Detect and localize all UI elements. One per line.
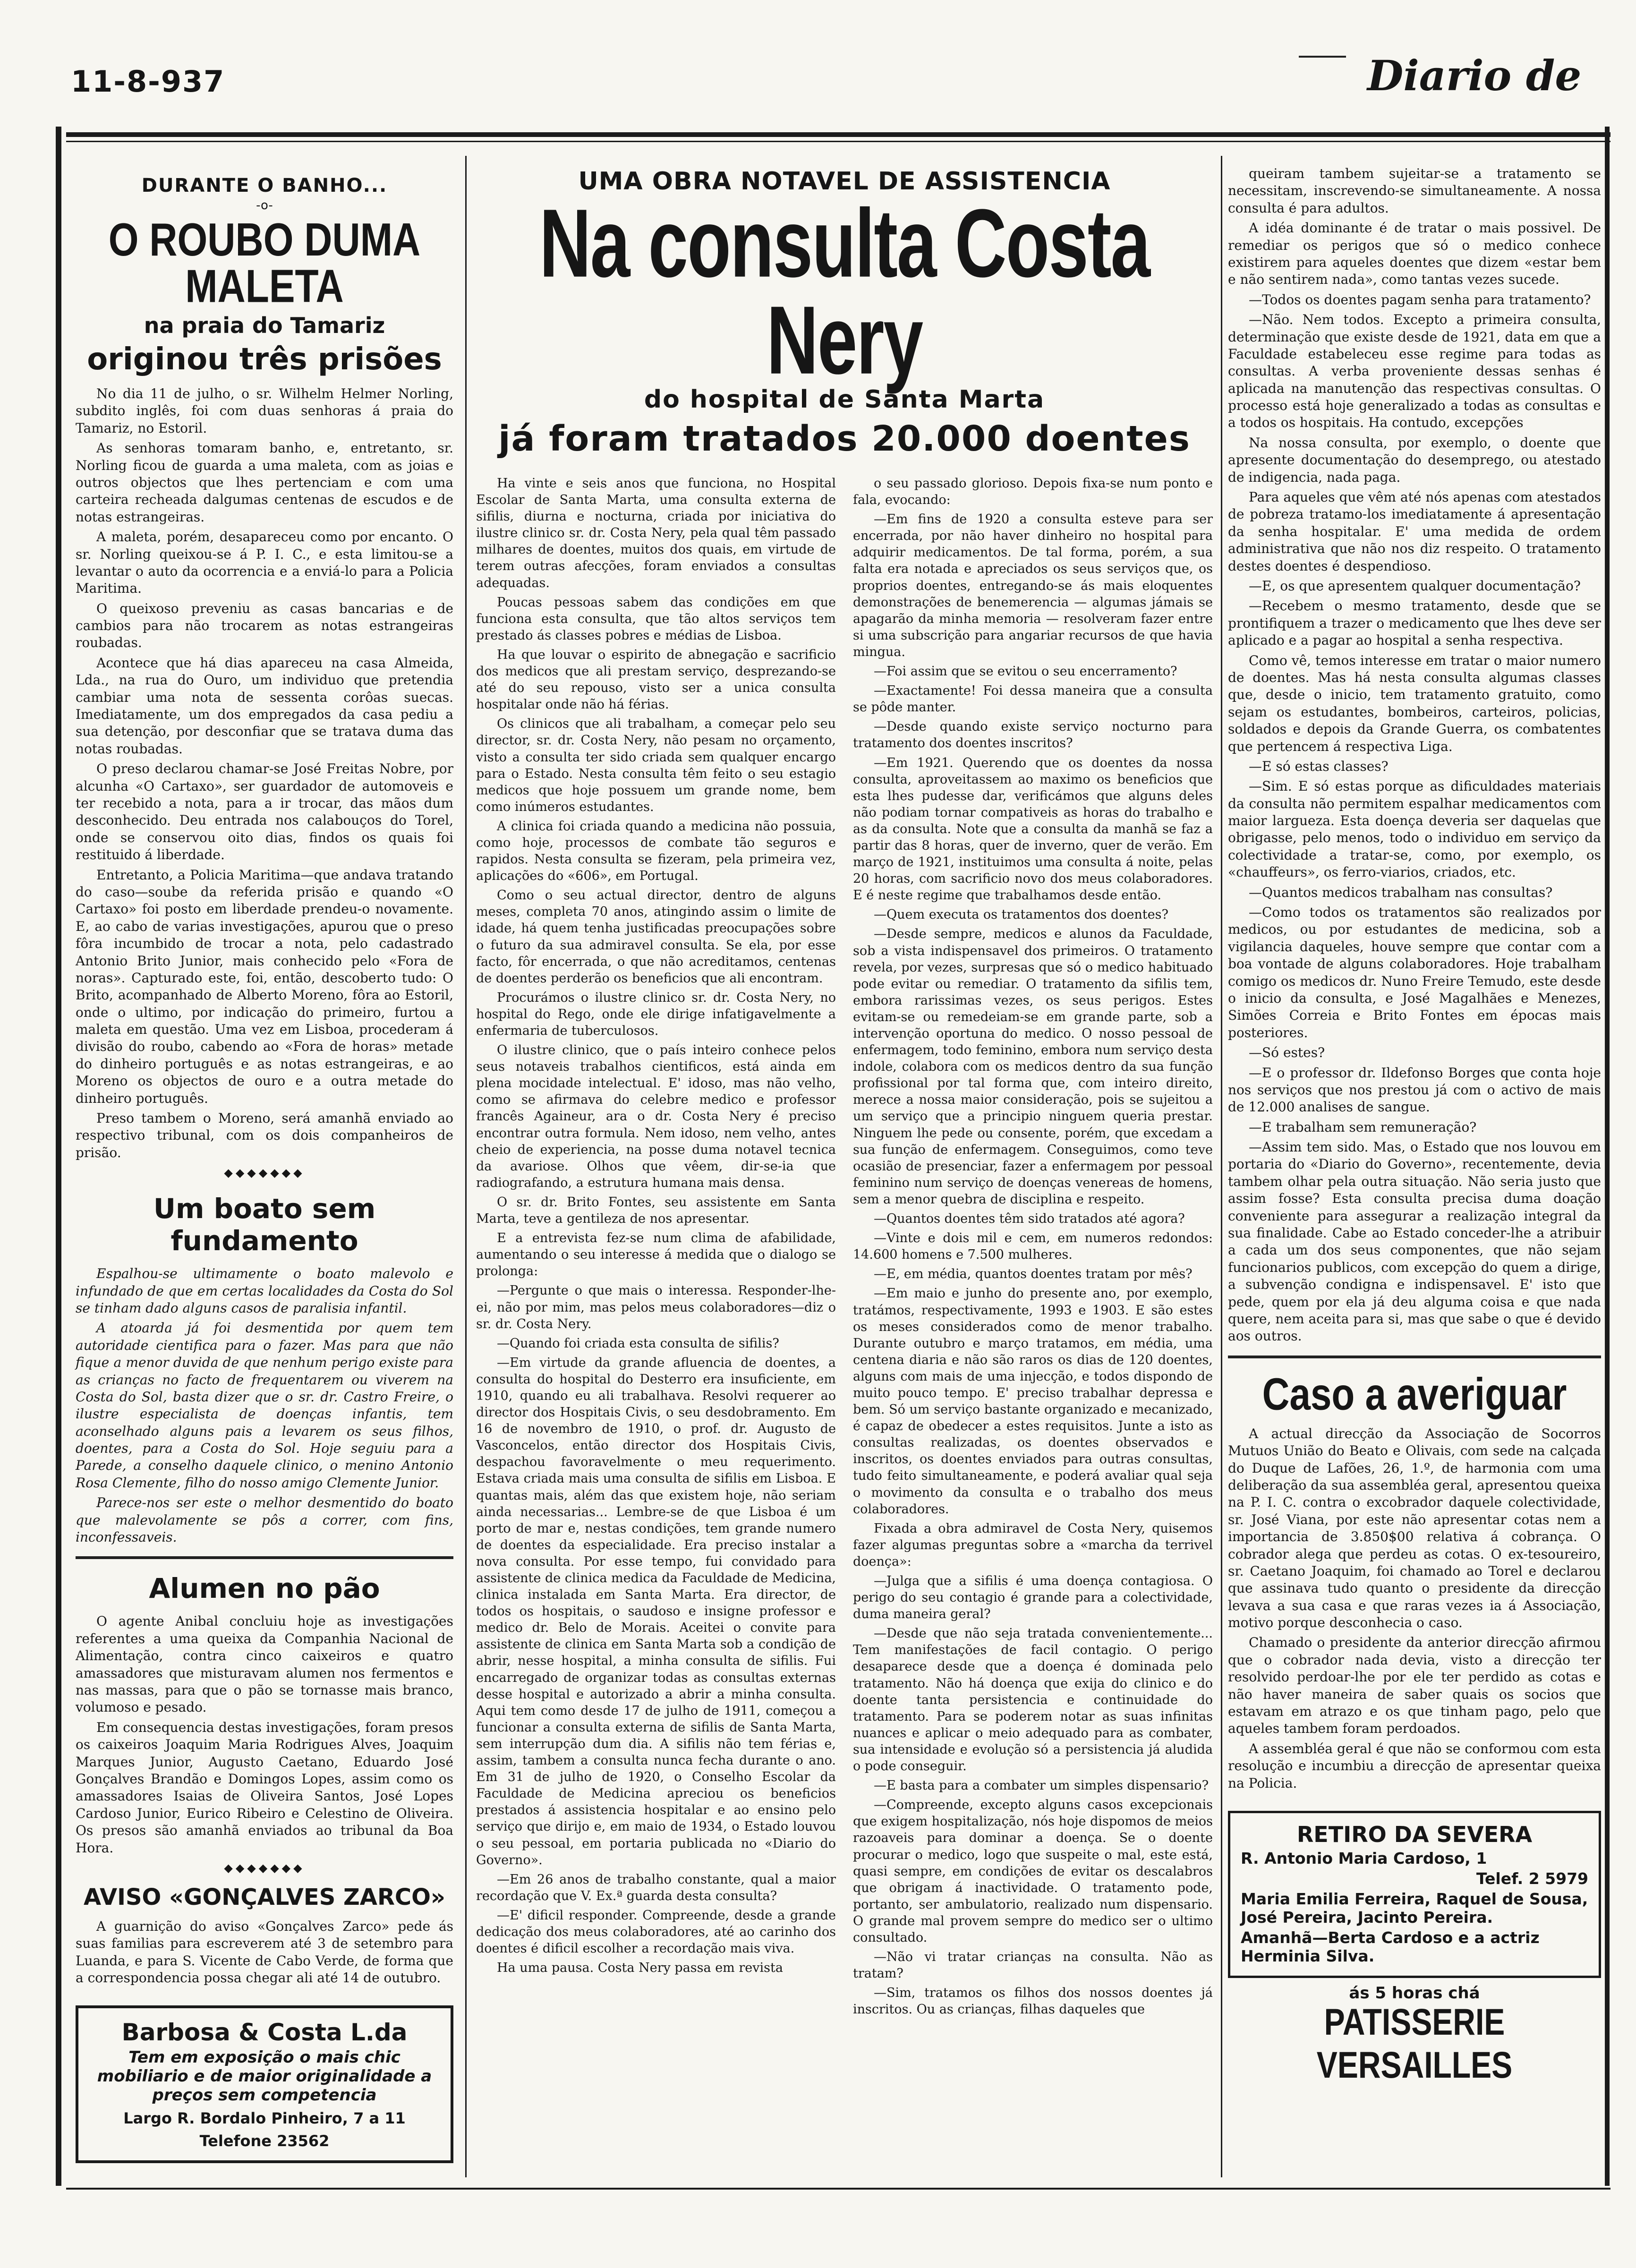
paragraph: As senhoras tomaram banho, e, entretanto, sr. Norling ficou de guarda a uma maleta, com as joias e outros objectos que lhes pertenciam e com uma carteira recheada dalgumas centenas de escudos e de notas estrangeiras. xyxy=(76,440,453,525)
ad-address: R. Antonio Maria Cardoso, 1 xyxy=(1241,1849,1487,1867)
paragraph: A clinica foi criada quando a medicina não possuia, como hoje, processos de combate tão seguros e rapidos. Nesta consulta se fizeram, pela primeira vez, aplicações do «606», em Portugal. xyxy=(476,819,836,884)
alumen-headline: Alumen no pão xyxy=(149,1572,380,1605)
top-rule xyxy=(66,132,1610,137)
paragraph: A idéa dominante é de tratar o mais possivel. De remediar os perigos que só o medico conhece existirem para aqueles doentes que dizem «estar bem e não sentirem nada», como tantas vezes sucede. xyxy=(1228,220,1601,288)
paragraph: Ha que louvar o espirito de abnegação e sacrificio dos medicos que ali prestam serviço, desprezando-se até do seu repouso, visto ser a unica consulta hospitalar onde não há férias. xyxy=(476,647,836,712)
paragraph: —Exactamente! Foi dessa maneira que a consulta se pôde manter. xyxy=(853,683,1213,715)
bottom-rule xyxy=(66,2188,1610,2190)
ornament-divider: ◆◆◆◆◆◆◆ xyxy=(224,1861,305,1875)
ad-phone: Telef. 2 5979 xyxy=(1476,1869,1588,1888)
page-date: 11-8-937 xyxy=(71,64,225,99)
paragraph: —Pergunte o que mais o interessa. Responder-lhe-ei, não por mim, mas pelos meus colaboradores—diz o sr. dr. Costa Nery. xyxy=(476,1283,836,1331)
separator: -o- xyxy=(256,198,273,213)
paragraph: —Em 26 anos de trabalho constante, qual a maior recordação que V. Ex.ª guarda desta consulta? xyxy=(476,1872,836,1903)
paragraph: —Compreende, excepto alguns casos excepcionais que exigem hospitalização, nós hoje dispomos de meios razoaveis para dominar a doença. Se o doente procurar o medico, logo que suspeite o mal, este está, quasi sempre, em condições de evitar os descalabros que obrigam á inactividade. O tratamento pode, portanto, ser ambulatorio, realizado num dispensario. O grande mal provem sempre do medico ser o ultimo consultado. xyxy=(853,1798,1213,1945)
ad-slogan: Tem em exposição o mais chic mobiliario e de maior originalidade a preços sem competencia xyxy=(97,2048,432,2105)
paragraph: A maleta, porém, desapareceu como por encanto. O sr. Norling queixou-se á P. I. C., e esta limitou-se a levantar o auto da ocorrencia e a enviá-lo para a Policia Maritima. xyxy=(76,529,453,597)
paragraph: E a entrevista fez-se num clima de afabilidade, aumentando o seu interesse á medida que o dialogo se prolonga: xyxy=(476,1231,836,1279)
paragraph: O queixoso preveniu as casas bancarias e de cambios para não trocarem as notas estrangeiras roubadas. xyxy=(76,600,453,651)
paragraph: O ilustre clinico, que o país inteiro conhece pelos seus notaveis trabalhos cientificos, está ainda em plena mocidade intelectual. E' idoso, mas não velho, como se afirmava do celebre medico e professor francês Againeur, ara o dr. Costa Nery é preciso encontrar outra formula. Nem idoso, nem velho, antes cheio de experiencia, na posse duma notavel tecnica da avariose. Olhos que vêem, dir-se-ia que radiografando, a estrutura humana mais densa. xyxy=(476,1043,836,1190)
paragraph: —E só estas classes? xyxy=(1249,758,1389,774)
paragraph: Preso tambem o Moreno, será amanhã enviado ao respectivo tribunal, com os dois companheiros de prisão. xyxy=(76,1110,453,1160)
paragraph: Ha vinte e seis anos que funciona, no Hospital Escolar de Santa Marta, uma consulta externa de sifilis, diurna e nocturna, criada por iniciativa do ilustre clinico sr. dr. Costa Nery, pela qual têm passado milhares de doentes, muitos dos quais, em virtude de terem outras afecções, foram enviados a consultas adequadas. xyxy=(476,476,836,590)
paragraph: —Foi assim que se evitou o seu encerramento? xyxy=(874,664,1177,679)
right-border xyxy=(1605,127,1610,2186)
divider xyxy=(1228,1356,1601,1358)
ad-tomorrow: Amanhã—Berta Cardoso e a actriz Herminia Silva. xyxy=(1241,1928,1540,1965)
paragraph: —Em virtude da grande afluencia de doentes, a consulta do hospital do Desterro era insuficiente, em 1910, quando eu ali trabalhava. Resolvi requerer ao director dos Hospitais Civis, o seu desdobramento. Em 16 de novembro de 1910, o prof. dr. Augusto de Vasconcelos, então director dos Hospitais Civis, despachou favoravelmente o meu requerimento. Estava criada mais uma consulta de sifilis em Lisboa. E quantas mais, além das que existem hoje, não seriam ainda necessarias... Lembre-se de que Lisboa é um porto de mar e, nestas condições, tem grande numero de doentes da especialidade. Era preciso instalar a nova consulta. Por esse tempo, fui convidado para assistente de clinica medica da Faculdade de Medicina, clinica instalada em Santa Marta. Era director, de todos os hospitais, o saudoso e insigne professor e medico dr. Belo de Morais. Aceitei o convite para assistente de clinica em Santa Marta sob a condição de abrir, nesse hospital, a minha consulta de sifilis. Fui encarregado de organizar todas as consultas externas desse hospital e autorizado a abrir a minha consulta. Aqui tem como desde 17 de julho de 1911, começou a funcionar a consulta externa de sifilis de Santa Marta, sem interrupção dum dia. A sifilis não tem férias e, assim, tambem a consulta nunca fecha durante o ano. Em 31 de julho de 1920, o Conselho Escolar da Faculdade de Medicina apreciou os beneficios prestados á assistencia hospitalar e ao ensino pelo serviço que dirijo e, em maio de 1934, o Estado louvou o seu pessoal, em portaria publicada no «Diario do Governo». xyxy=(476,1355,836,1867)
paragraph: —Sim, tratamos os filhos dos nossos doentes já inscritos. Ou as crianças, filhas daqueles que xyxy=(853,1986,1213,2017)
article-subhead-2: originou três prisões xyxy=(87,342,442,377)
main-article-left xyxy=(476,475,836,2021)
article-headline: O ROUBO DUMA MALETA xyxy=(108,214,421,313)
ad-phone: Telefone 23562 xyxy=(199,2132,330,2150)
paragraph: Na nossa consulta, por exemplo, o doente que apresente documentação do desemprego, ou atestado de indigencia, nada paga. xyxy=(1228,435,1601,485)
paragraph: queiram tambem sujeitar-se a tratamento se necessitam, inscrevendo-se simultaneamente. A nossa consulta é para adultos. xyxy=(1228,166,1601,216)
paragraph: —E' dificil responder. Compreende, desde a grande dedicação dos meus colaboradores, até ao carinho dos doentes é dificil escolher a recordação mais viva. xyxy=(476,1908,836,1956)
caso-headline: Caso a averiguar xyxy=(1262,1368,1567,1419)
masthead: Diario de xyxy=(1367,51,1582,100)
paragraph: A guarnição do aviso «Gonçalves Zarco» pede ás suas familias para escreverem até 3 de setembro para Luanda, e para S. Vicente de Cabo Verde, de forma que a correspondencia possa chegar ali até 14 de outubro. xyxy=(76,1918,453,1986)
paragraph: o seu passado glorioso. Depois fixa-se num ponto e fala, evocando: xyxy=(853,476,1213,508)
article-subhead: na praia do Tamariz xyxy=(144,313,385,338)
paragraph: —E, em média, quantos doentes tratam por mês? xyxy=(874,1267,1193,1282)
paragraph: —Desde que não seja tratada convenientemente... Tem manifestações de facil contagio. O perigo desaparece desde que a doença é dominada pelo tratamento. Não há doença que exija do clinico e do doente tanta persistencia e continuidade do tratamento. Para se poderem notar as suas infinitas nuances e aplicar o meio adequado para as combater, sua intensidade e evolução só a persistencia já aludida o pode conseguir. xyxy=(853,1626,1213,1774)
paragraph: Entretanto, a Policia Maritima—que andava tratando do caso—soube da referida prisão e quando «O Cartaxo» foi posto em liberdade prendeu-o novamente. E, ao cabo de varias investigações, apurou que o preso fôra incumbido de trocar a nota, pelo cadastrado Antonio Brito Junior, mais conhecido pelo «Fora de noras». Capturado este, foi, então, descoberto tudo: O Brito, acompanhado de Alberto Moreno, fôra ao Estoril, onde o ultimo, por indicação do primeiro, furtou a maleta em questão. Uma vez em Lisboa, procederam á divisão do roubo, cabendo ao «Fora de horas» metade do dinheiro português e as notas estrangeiras, e ao Moreno os objectos de ouro e a outra metade do dinheiro português. xyxy=(76,867,453,1106)
paragraph: Fixada a obra admiravel de Costa Nery, quisemos fazer algumas preguntas sobre a «marcha da terrivel doença»: xyxy=(853,1521,1213,1569)
top-rule-thin xyxy=(66,141,1610,142)
paragraph: No dia 11 de julho, o sr. Wilhelm Helmer Norling, subdito inglês, foi com duas senhoras á praia do Tamariz, no Estoril. xyxy=(76,386,453,436)
ad-tea: ás 5 horas chá xyxy=(1349,1983,1480,2003)
paragraph: Acontece que há dias apareceu na casa Almeida, Lda., na rua do Ouro, um individuo que pretendia cambiar uma nota de sessenta corôas suecas. Imediatamente, um dos empregados da casa pediu a sua detenção, por desconfiar que se tratava duma das notas roubadas. xyxy=(76,655,453,757)
paragraph: A actual direcção da Associação de Socorros Mutuos União do Beato e Olivais, com sede na calçada do Duque de Lafões, 26, 1.º, de harmonia com uma deliberação da sua assembléa geral, apresentou queixa na P. I. C. contra o excobrador daquele colectividade, sr. José Viana, por este não apresentar cotas nem a importancia de 3.850$00 relativa á cobrança. O cobrador alega que perdeu as cotas. O ex-tesoureiro, sr. Caetano Joaquim, foi chamado ao Torel e declarou que assinava tudo quanto o presidente da direcção levava a sua casa e que raras vezes ia á Associação, motivo porque desconhecia o caso. xyxy=(1228,1425,1601,1631)
paragraph: —Todos os doentes pagam senha para tratamento? xyxy=(1249,291,1591,307)
paragraph: A assembléa geral é que não se conformou com esta resolução e incumbiu a direcção de apresentar queixa na Policia. xyxy=(1228,1740,1601,1791)
divider xyxy=(76,1556,453,1559)
paragraph: —Desde quando existe serviço nocturno para tratamento dos doentes inscritos? xyxy=(853,719,1213,751)
paragraph: —Quantos doentes têm sido tratados até agora? xyxy=(874,1211,1185,1227)
paragraph: Ha uma pausa. Costa Nery passa em revista xyxy=(497,1961,783,1976)
paragraph: —E trabalham sem remuneração? xyxy=(1249,1119,1477,1135)
ad-address: Largo R. Bordalo Pinheiro, 7 a 11 xyxy=(123,2109,406,2128)
main-subheadline: do hospital de Santa Marta xyxy=(644,385,1045,414)
paragraph: —Recebem o mesmo tratamento, desde que se prontifiquem a trazer o medicamento que lhes deve ser aplicado e a pagar ao hospital a senha respectiva. xyxy=(1228,598,1601,648)
ad-company-name: Barbosa & Costa L.da xyxy=(121,2019,408,2046)
paragraph: —Quantos medicos trabalham nas consultas? xyxy=(1249,884,1553,900)
paragraph: Procurámos o ilustre clinico sr. dr. Costa Nery, no hospital do Rego, onde ele dirige infatigavelmente a enfermaria de tuberculosos. xyxy=(476,990,836,1038)
ad-patisserie: PATISSERIE VERSAILLES xyxy=(1316,2000,1513,2086)
column-left xyxy=(76,165,453,2163)
paragraph: Para aqueles que vêm até nós apenas com atestados de pobreza tratamo-los imediatamente á apresentação da senha hospitalar. E' uma medida de ordem administrativa que não nos diz respeito. O tratamento destes doentes é despendioso. xyxy=(1228,489,1601,574)
paragraph: O preso declarou chamar-se José Freitas Nobre, por alcunha «O Cartaxo», ser guardador de automoveis e ter recebido a nota, para a ir trocar, das mãos dum desconhecido. Deu entrada nos calabouços do Torel, onde se conservou oito dias, findos os quais foi restituido á liberdade. xyxy=(76,761,453,863)
paragraph: —Sim. E só estas porque as dificuldades materiais da consulta não permitem espalhar medicamentos com maior largueza. Esta doença deveria ser daquelas que obrigasse, pelo menos, todo o individuo em serviço da colectividade a tratar-se, como, por exemplo, os «chauffeurs», os ferro-viarios, criados, etc. xyxy=(1228,778,1601,880)
paragraph: Chamado o presidente da anterior direcção afirmou que o cobrador nada devia, visto a direcção ter resolvido perdoar-lhe por ele ter perdido as cotas e não haver maneira de saber quais os socios que estavam em atrazo e os que tinham pago, pelo que aqueles tambem foram perdoados. xyxy=(1228,1635,1601,1737)
paragraph: —E basta para a combater um simples dispensario? xyxy=(874,1778,1209,1793)
ad-title: RETIRO DA SEVERA xyxy=(1296,1821,1533,1847)
column-rule-2 xyxy=(1221,156,1222,2177)
paragraph: —Quem executa os tratamentos dos doentes? xyxy=(874,907,1168,922)
paragraph: Os clinicos que ali trabalham, a começar pelo seu director, sr. dr. Costa Nery, não pesam no orçamento, visto a consulta ter sido criada sem qualquer encargo para o Estado. Nesta consulta têm feito o seu estagio medicos que hoje possuem um grande nome, bem como inúmeros estudantes. xyxy=(476,716,836,814)
paragraph: —Em maio e junho do presente ano, por exemplo, tratámos, respectivamente, 1993 e 1903. E são estes os meses considerados como de menor trabalho. Durante outubro e março tratamos, em média, uma centena diaria e não são raros os dias de 120 doentes, alguns com mais de uma injecção, e todos dispondo de muito pouco tempo. E' preciso trabalhar depressa e bem. Só um serviço bastante organizado e mecanizado, é capaz de obedecer a estes requisitos. Junte a isto as consultas realizadas, os doentes observados e inscritos, os doentes enviados para outras consultas, tudo feito simultaneamente, e poderá avaliar qual seja o movimento da consulta e o trabalho dos meus colaboradores. xyxy=(853,1286,1213,1517)
article-kicker: DURANTE O BANHO... xyxy=(141,175,388,196)
paragraph: —Julga que a sifilis é uma doença contagiosa. O perigo do seu contagio é grande para a colectividade, duma maneira geral? xyxy=(853,1574,1213,1622)
main-subheadline-2: já foram tratados 20.000 doentes xyxy=(498,418,1191,459)
column-right xyxy=(1228,165,1601,2086)
paragraph: Em consequencia destas investigações, foram presos os caixeiros Joaquim Maria Rodrigues Alves, Joaquim Marques Junior, Augusto Caetano, Eduardo José Gonçalves Brandão e Domingos Lopes, assim como os amassadores Isaias de Oliveira Santos, José Lopes Cardoso Junior, Eurico Ribeiro e Celestino de Oliveira. Os presos são amanhã enviados ao tribunal da Boa Hora. xyxy=(76,1719,453,1856)
paragraph: —Quando foi criada esta consulta de sifilis? xyxy=(497,1336,779,1351)
paragraph: —E o professor dr. Ildefonso Borges que conta hoje nos serviços que nos prestou já com o activo de mais de 12.000 analises de sangue. xyxy=(1228,1065,1601,1115)
ornament-divider: ◆◆◆◆◆◆◆ xyxy=(224,1166,305,1180)
paragraph: —Em 1921. Querendo que os doentes da nossa consulta, aproveitassem ao maximo os beneficios que esta lhes pudesse dar, verificámos que alguns deles não podiam tornar compativeis as horas do trabalho e as da consulta. Note que a consulta da manhã se faz a partir das 8 horas, quer de inverno, quer de verão. Em março de 1921, instituimos uma consulta á noite, pelas 20 horas, com sacrificio novo dos meus colaboradores. E é neste regime que trabalhamos desde então. xyxy=(853,755,1213,903)
main-article-right xyxy=(853,475,1213,2021)
column-rule-1 xyxy=(465,156,467,2177)
ad-artists: Maria Emilia Ferreira, Raquel de Sousa, José Pereira, Jacinto Pereira. xyxy=(1241,1889,1588,1927)
boato-headline: Um boato sem fundamento xyxy=(153,1193,376,1257)
column-center xyxy=(476,165,1213,2021)
paragraph: —Desde sempre, medicos e alunos da Faculdade, sob a vista indispensavel dos primeiros. O tratamento revela, por vezes, surpresas que só o medico habituado pode evitar ou remediar. O tratamento da sifilis tem, embora rarissimas vezes, os seus perigos. Estes evitam-se ou remedeiam-se em grande parte, sob a intervenção oportuna do medico. O nosso pessoal de enfermagem, todo feminino, embora num serviço desta indole, colabora com os medicos dentro da sua função profissional por tal forma que, com inteiro direito, merece a nossa maior consideração, pois se sujeitou a um serviço que a principio ninguem queria prestar. Ninguem lhe pede ou consente, porém, que excedam a sua função de enfermagem. Conseguimos, como teve ocasião de presenciar, fazer a enfermagem por pessoal feminino num serviço de doenças venereas de homens, sem a menor quebra de disciplina e respeito. xyxy=(853,927,1213,1207)
left-border xyxy=(56,127,61,2186)
main-article-body xyxy=(476,475,1213,2021)
paragraph: Como vê, temos interesse em tratar o maior numero de doentes. Mas há nesta consulta algumas classes que, desde o inicio, tem tratamento gratuito, como sejam os estudantes, bombeiros, carteiros, policias, soldados e depois da Grande Guerra, os combatentes que pertencem á respectiva Liga. xyxy=(1228,652,1601,754)
main-kicker: UMA OBRA NOTAVEL DE ASSISTENCIA xyxy=(578,167,1111,196)
aviso-headline: AVISO «GONÇALVES ZARCO» xyxy=(84,1884,445,1910)
paragraph: Parece-nos ser este o melhor desmentido do boato que malevolamente se pôs a correr, com fins, inconfessaveis. xyxy=(76,1495,453,1545)
paragraph: —Só estes? xyxy=(1249,1045,1325,1061)
retiro-severa-ad xyxy=(1228,1811,1601,1978)
paragraph: Espalhou-se ultimamente o boato malevolo e infundado de que em certas localidades da Costa do Sol se tinham dado alguns casos de paralisia infantil. xyxy=(76,1266,453,1316)
paragraph: —E, os que apresentem qualquer documentação? xyxy=(1249,578,1581,594)
main-headline: Na consulta Costa Nery xyxy=(539,189,1150,395)
paragraph: —Vinte e dois mil e cem, em numeros redondos: 14.600 homens e 7.500 mulheres. xyxy=(853,1231,1213,1262)
paragraph: O sr. dr. Brito Fontes, seu assistente em Santa Marta, teve a gentileza de nos apresentar. xyxy=(476,1194,836,1227)
paragraph: O agente Anibal concluiu hoje as investigações referentes a uma queixa da Companhia Nacional de Alimentação, contra cinco caixeiros e quatro amassadores que misturavam alumen nos fermentos e nas massas, para que o pão se tornasse mais branco, volumoso e pesado. xyxy=(76,1613,453,1715)
paragraph: Como o seu actual director, dentro de alguns meses, completa 70 anos, atingindo assim o limite de idade, há quem tenha justificadas preocupações sobre o futuro da sua admiravel consulta. Se ela, por esse facto, fôr encerrada, o que não acreditamos, centenas de doentes perderão os beneficios que ali encontram. xyxy=(476,888,836,986)
paragraph: A atoarda já foi desmentida por quem tem autoridade cientifica para o fazer. Mas para que não fique a menor duvida de que nenhum perigo existe para as crianças no facto de frequentarem ou viverem na Costa do Sol, basta dizer que o sr. dr. Castro Freire, o ilustre especialista de doenças infantis, tem aconselhado alguns pais a levarem os seus filhos, doentes, para a Costa do Sol. Hoje seguiu para a Parede, a conselho daquele clinico, o menino Antonio Rosa Clemente, filho do nosso amigo Clemente Junior. xyxy=(76,1320,453,1491)
paragraph: —Não. Nem todos. Excepto a primeira consulta, determinação que existe desde de 1921, data em que a Faculdade estabeleceu esse regime para todas as consultas. A verba proveniente dessas senhas é aplicada na manutenção das respectivas consultas. O processo está hoje generalizado a todas as consultas e a todos os hospitais. Ha contudo, excepções xyxy=(1228,312,1601,431)
paragraph: —Em fins de 1920 a consulta esteve para ser encerrada, por não haver dinheiro no hospital para adquirir medicamentos. De tal forma, porém, a sua falta era notada e apreciados os seus serviços que, os proprios doentes, entregando-se ás mais eloquentes demonstrações de benemerencia — algumas jámais se apagarão da minha memoria — resolveram fazer entre si uma subscrição para angariar recursos de que havia mingua. xyxy=(853,512,1213,659)
barbosa-costa-ad xyxy=(76,2005,453,2163)
paragraph: —Como todos os tratamentos são realizados por medicos, ou por estudantes de medicina, sob a vigilancia daqueles, houve sempre que contar com a boa vontade de alguns colaboradores. Hoje trabalham comigo os medicos dr. Nuno Freire Temudo, este desde o inicio da consulta, e José Magalhães e Menezes, Simões Correia e Brito Fontes em épocas mais posteriores. xyxy=(1228,904,1601,1040)
paragraph: —Não vi tratar crianças na consulta. Não as tratam? xyxy=(853,1950,1213,1981)
paragraph: —Assim tem sido. Mas, o Estado que nos louvou em portaria do «Diario do Governo», recentemente, devia tambem olhar pela outra situação. Não seria justo que assim fosse? Esta consulta precisa duma doação conveniente para assegurar a realização integral da sua finalidade. Cabe ao Estado conceder-lhe a atribuir a cada um dos seus componentes, que não sejam funcionarios publicos, com excepção do quem a dirige, a subvenção condigna e indispensavel. E' isto que pede, quem por ela já deu alguma coisa e que nada quere, nem aceita para si, mas que sabe o que é devido aos outros. xyxy=(1228,1139,1601,1344)
paragraph: Poucas pessoas sabem das condições em que funciona esta consulta, que tão altos serviços tem prestado ás classes pobres e médias de Lisboa. xyxy=(476,595,836,643)
header-dash xyxy=(1299,56,1346,58)
